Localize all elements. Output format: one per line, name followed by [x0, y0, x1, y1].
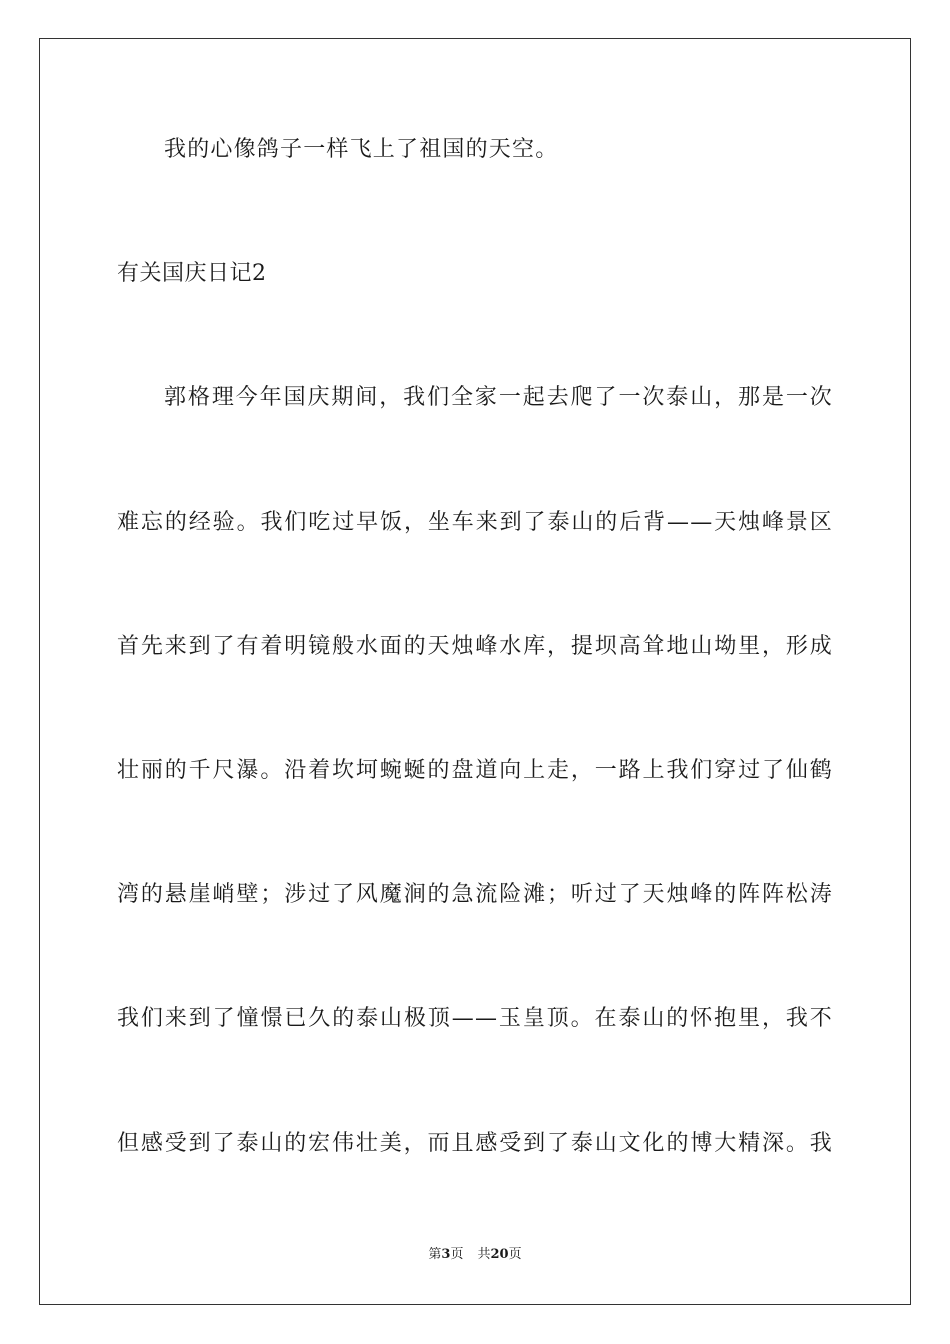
page-suffix: 页 [450, 1247, 464, 1262]
page-border [39, 38, 911, 1305]
total-suffix: 页 [508, 1247, 522, 1262]
total-prefix: 共 [477, 1247, 491, 1262]
paragraph-line: 湾的悬崖峭壁；涉过了风魔涧的急流险滩；听过了天烛峰的阵阵松涛 [117, 882, 833, 907]
paragraph-line: 首先来到了有着明镜般水面的天烛峰水库，提坝高耸地山坳里，形成 [117, 634, 833, 659]
section-heading: 有关国庆日记2 [117, 261, 267, 286]
page-footer [0, 1246, 950, 1264]
paragraph-line: 难忘的经验。我们吃过早饭，坐车来到了泰山的后背——天烛峰景区 [117, 510, 833, 535]
paragraph-line: 但感受到了泰山的宏伟壮美，而且感受到了泰山文化的博大精深。我 [117, 1131, 833, 1156]
paragraph-line: 我的心像鸽子一样飞上了祖国的天空。 [164, 137, 559, 162]
paragraph-line: 壮丽的千尺瀑。沿着坎坷蜿蜒的盘道向上走，一路上我们穿过了仙鹤 [117, 758, 833, 783]
paragraph-line: 郭格理今年国庆期间，我们全家一起去爬了一次泰山，那是一次 [164, 385, 833, 410]
page-prefix: 第 [428, 1247, 442, 1262]
page-number: 3 [441, 1247, 451, 1262]
total-pages: 20 [490, 1247, 509, 1262]
paragraph-line: 我们来到了憧憬已久的泰山极顶——玉皇顶。在泰山的怀抱里，我不 [117, 1006, 833, 1031]
